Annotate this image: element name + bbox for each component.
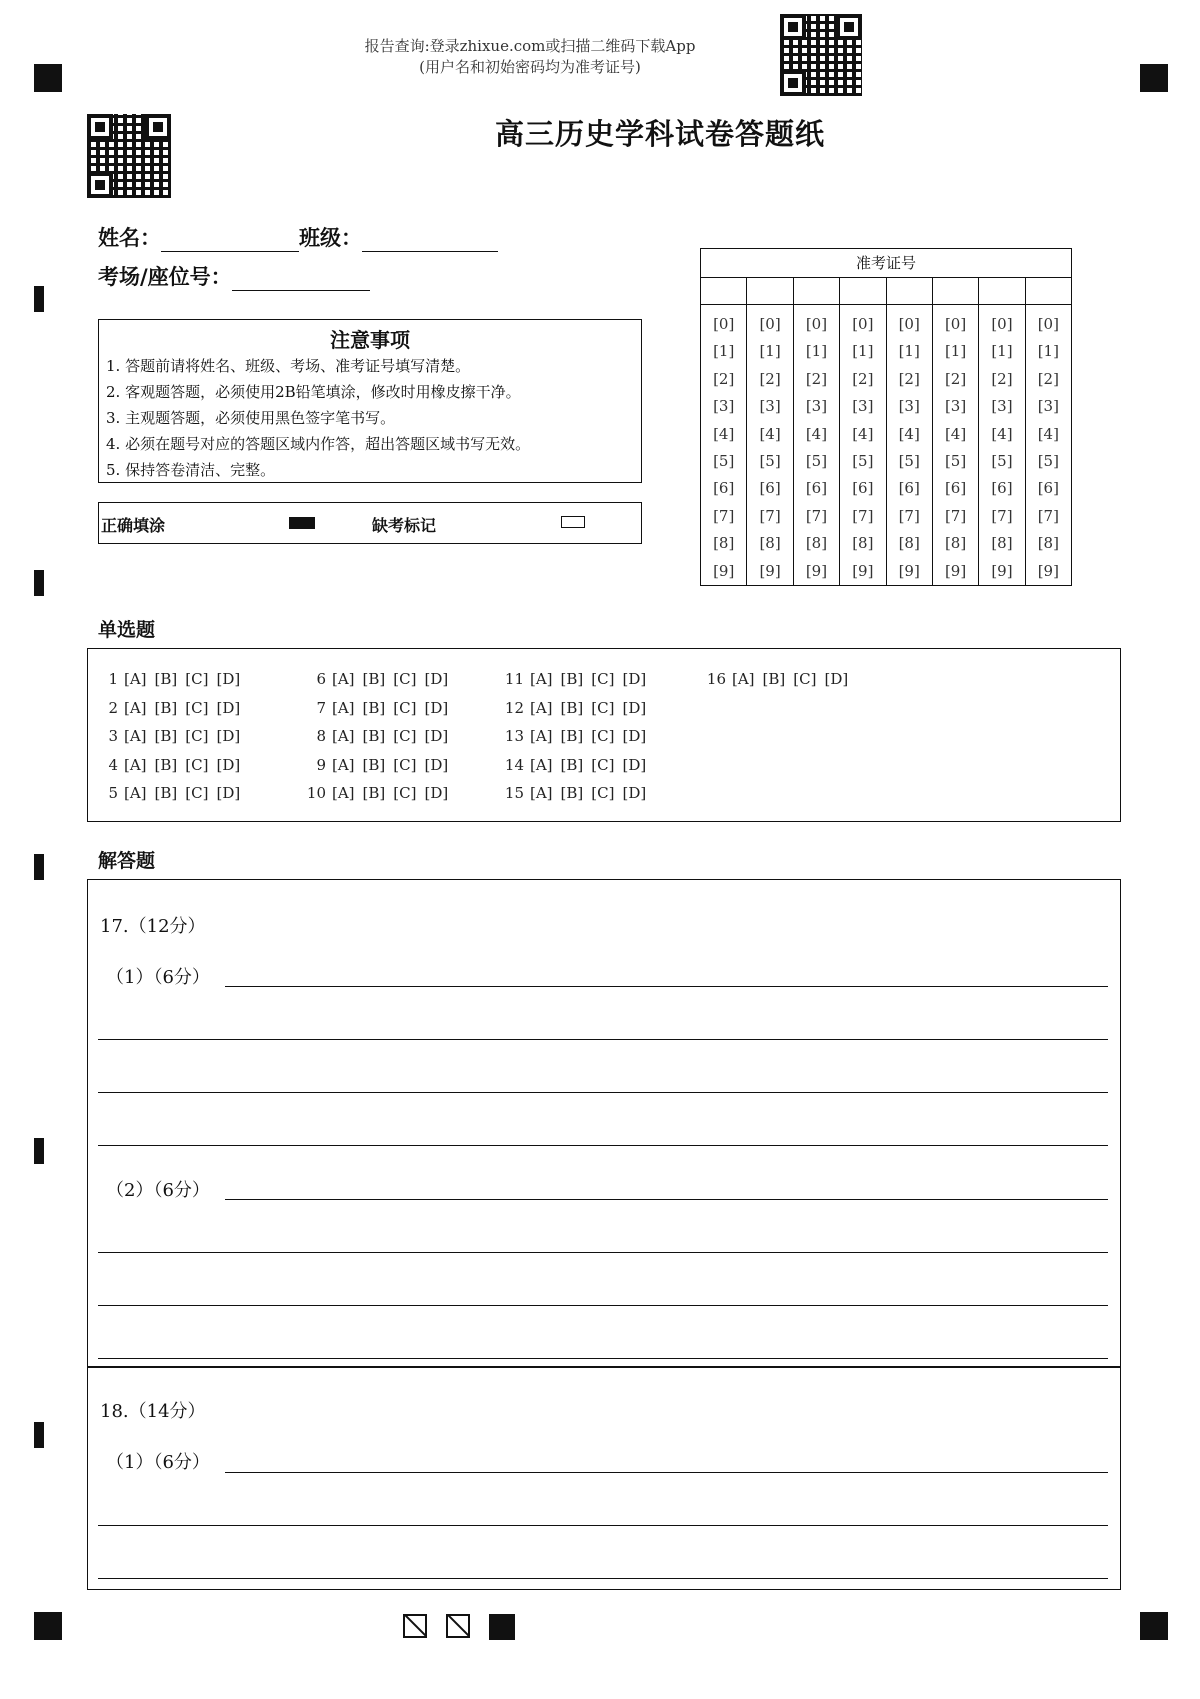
choice-bubble[interactable]: [A] — [332, 698, 355, 717]
choice-bubble[interactable]: [A] — [530, 784, 553, 802]
exam-id-digit-bubble[interactable]: [1] — [805, 342, 828, 361]
question-number: 5 — [108, 784, 118, 802]
exam-id-digit-bubble[interactable]: [4] — [805, 424, 828, 443]
choice-bubble[interactable]: [D] — [424, 698, 449, 717]
qr-code-icon[interactable] — [780, 14, 862, 96]
exam-id-digit-bubble[interactable]: [4] — [1037, 424, 1059, 443]
absent-mark-checkbox[interactable] — [561, 516, 585, 528]
choice-row — [104, 722, 248, 751]
exam-id-digit-bubble[interactable]: [3] — [805, 397, 828, 416]
exam-id-digit-bubble[interactable]: [8] — [898, 534, 920, 553]
exam-id-digit-bubble[interactable]: [5] — [1037, 451, 1059, 470]
choice-row — [104, 665, 248, 694]
exam-id-digit-bubble[interactable]: [5] — [805, 451, 828, 470]
exam-id-title: 准考证号 — [701, 249, 1071, 278]
choice-bubble[interactable]: [B] — [154, 670, 178, 688]
choice-bubble[interactable]: [C] — [185, 755, 209, 774]
exam-id-digit-bubble[interactable]: [2] — [944, 369, 967, 388]
choice-bubble[interactable]: [C] — [185, 784, 209, 802]
choice-bubble[interactable]: [B] — [154, 755, 178, 774]
exam-id-digit-bubble[interactable]: [1] — [991, 342, 1013, 361]
exam-id-column — [933, 278, 979, 586]
choice-bubble[interactable]: [A] — [124, 784, 147, 802]
choice-bubble[interactable]: [D] — [424, 727, 449, 745]
exam-id-write-cell[interactable] — [1025, 278, 1072, 305]
exam-id-column — [794, 278, 840, 586]
notice-item: 5. 保持答卷清洁、完整。 — [106, 461, 276, 479]
question-number: 11 — [504, 670, 524, 688]
exam-id-digit-bubble[interactable]: [7] — [805, 506, 828, 525]
exam-id-write-cell[interactable] — [793, 278, 840, 305]
choice-bubble[interactable]: [D] — [424, 755, 449, 774]
exam-id-digit-bubble[interactable]: [7] — [759, 506, 781, 525]
exam-id-digit-bubble[interactable]: [1] — [1037, 342, 1059, 361]
class-label: 班级： — [299, 226, 362, 250]
q17-answer-box — [87, 879, 1121, 1368]
exam-id-digit-bubble[interactable]: [1] — [852, 342, 874, 361]
choice-bubble[interactable]: [B] — [362, 698, 386, 717]
choice-bubble[interactable]: [C] — [185, 670, 209, 688]
choice-bubble[interactable]: [D] — [622, 727, 647, 745]
exam-id-digit-bubble[interactable]: [1] — [759, 342, 781, 361]
answer-line[interactable] — [98, 1358, 1108, 1359]
page-filled-box-icon — [489, 1614, 515, 1640]
page-check-box-icon — [446, 1614, 470, 1638]
choice-column — [700, 665, 856, 694]
choice-bubble[interactable]: [B] — [362, 670, 386, 688]
question-number: 6 — [316, 670, 326, 688]
choice-bubble[interactable]: [D] — [622, 784, 647, 802]
choice-bubble[interactable]: [D] — [622, 670, 647, 688]
choice-bubble[interactable]: [D] — [424, 784, 449, 802]
exam-id-digit-bubble[interactable]: [4] — [898, 424, 920, 443]
choice-row — [498, 779, 654, 808]
choice-bubble[interactable]: [C] — [393, 755, 417, 774]
choice-bubble[interactable]: [B] — [560, 698, 584, 717]
exam-id-digit-bubble[interactable]: [3] — [852, 397, 874, 416]
answer-line[interactable] — [98, 1578, 1108, 1579]
room-seat-field[interactable] — [232, 268, 370, 291]
q17-part1-label: （1）（6分） — [106, 967, 210, 988]
notice-item: 4. 必须在题号对应的答题区域内作答，超出答题区域书写无效。 — [106, 435, 531, 453]
choice-bubble[interactable]: [B] — [560, 670, 584, 688]
exam-id-digit-bubble[interactable]: [3] — [759, 397, 781, 416]
choice-row — [300, 779, 456, 808]
absent-mark-label: 缺考标记 — [372, 516, 437, 535]
page-title: 高三历史学科试卷答题纸 — [494, 117, 825, 151]
exam-id-digit-bubble[interactable]: [4] — [991, 424, 1013, 443]
choice-bubble[interactable]: [A] — [332, 784, 355, 802]
exam-id-digit-bubble[interactable]: [7] — [852, 506, 874, 525]
choice-row — [300, 751, 456, 780]
exam-id-digit-bubble[interactable]: [9] — [898, 561, 920, 580]
exam-id-digit-bubble[interactable]: [3] — [898, 397, 920, 416]
exam-id-digit-bubble[interactable]: [4] — [944, 424, 967, 443]
exam-id-digit-bubble[interactable]: [9] — [991, 561, 1013, 580]
q18-part1-label: （1）（6分） — [106, 1452, 210, 1473]
corner-marker-top-left — [34, 64, 62, 92]
question-number: 16 — [706, 670, 726, 688]
choice-row — [700, 665, 856, 694]
exam-id-column — [887, 278, 933, 586]
exam-id-digit-bubble[interactable]: [6] — [1037, 479, 1059, 498]
exam-id-digit-bubble[interactable]: [7] — [1037, 506, 1059, 525]
page-check-box-icon — [403, 1614, 427, 1638]
q17-title: 17.（12分） — [100, 916, 206, 937]
answer-line[interactable] — [225, 1199, 1108, 1200]
choice-bubble[interactable]: [A] — [124, 755, 147, 774]
answer-section-label: 解答题 — [98, 850, 156, 872]
exam-id-digit-bubble[interactable]: [9] — [944, 561, 967, 580]
report-query-line2: (用户名和初始密码均为准考证号) — [419, 58, 641, 76]
q17-part2-label: （2）（6分） — [106, 1180, 210, 1201]
exam-id-digit-bubble[interactable]: [5] — [991, 451, 1013, 470]
exam-id-digit-bubble[interactable]: [0] — [759, 315, 781, 333]
exam-id-digit-bubble[interactable]: [0] — [852, 315, 874, 333]
question-number: 7 — [316, 698, 326, 717]
exam-id-column — [979, 278, 1025, 586]
exam-id-digit-bubble[interactable]: [8] — [1037, 534, 1059, 553]
choice-bubble[interactable]: [A] — [530, 727, 553, 745]
choice-bubble[interactable]: [C] — [185, 727, 209, 745]
timing-mark — [34, 1138, 44, 1164]
corner-marker-bottom-right — [1140, 1612, 1168, 1640]
exam-id-digit-bubble[interactable]: [3] — [991, 397, 1013, 416]
choice-bubble[interactable]: [C] — [591, 755, 615, 774]
exam-id-digit-bubble[interactable]: [7] — [944, 506, 967, 525]
exam-id-digit-bubble[interactable]: [0] — [805, 315, 828, 333]
choice-bubble[interactable]: [A] — [530, 698, 553, 717]
q18-answer-box — [87, 1366, 1121, 1590]
name-class-row — [98, 222, 498, 252]
choice-bubble[interactable]: [C] — [793, 670, 817, 688]
exam-id-digit-bubble[interactable]: [8] — [991, 534, 1013, 553]
exam-id-digit-bubble[interactable]: [7] — [991, 506, 1013, 525]
single-choice-box — [87, 648, 1121, 822]
answer-line[interactable] — [98, 1145, 1108, 1146]
choice-bubble[interactable]: [B] — [154, 784, 178, 802]
choice-bubble[interactable]: [D] — [216, 698, 241, 717]
timing-mark — [34, 570, 44, 596]
choice-bubble[interactable]: [B] — [560, 784, 584, 802]
exam-id-column — [840, 278, 886, 586]
exam-id-digit-bubble[interactable]: [8] — [944, 534, 967, 553]
choice-bubble[interactable]: [B] — [560, 727, 584, 745]
choice-row — [104, 694, 248, 723]
exam-id-digit-bubble[interactable]: [5] — [898, 451, 920, 470]
exam-id-digit-bubble[interactable]: [6] — [991, 479, 1013, 498]
exam-id-digit-bubble[interactable]: [9] — [1037, 561, 1059, 580]
choice-bubble[interactable]: [B] — [560, 755, 584, 774]
exam-id-digit-bubble[interactable]: [2] — [1037, 369, 1059, 388]
choice-bubble[interactable]: [A] — [124, 727, 147, 745]
question-number: 9 — [316, 755, 326, 774]
exam-id-write-cell[interactable] — [979, 278, 1026, 305]
choice-bubble[interactable]: [C] — [591, 727, 615, 745]
choice-row — [104, 751, 248, 780]
exam-id-digit-bubble[interactable]: [0] — [991, 315, 1013, 333]
choice-bubble[interactable]: [A] — [124, 670, 147, 688]
choice-bubble[interactable]: [D] — [216, 670, 241, 688]
notice-item: 2. 客观题答题，必须使用2B铅笔填涂，修改时用橡皮擦干净。 — [106, 383, 521, 401]
answer-line[interactable] — [98, 1039, 1108, 1040]
exam-id-column — [1026, 278, 1071, 586]
answer-line[interactable] — [225, 986, 1108, 987]
choice-bubble[interactable]: [A] — [124, 698, 147, 717]
exam-id-digit-bubble[interactable]: [0] — [713, 315, 735, 333]
choice-row — [498, 665, 654, 694]
room-seat-row — [98, 261, 370, 291]
exam-id-digit-bubble[interactable]: [9] — [713, 561, 735, 580]
single-choice-label: 单选题 — [98, 619, 156, 641]
question-number: 4 — [108, 755, 118, 774]
choice-column — [300, 665, 456, 808]
exam-id-digit-bubble[interactable]: [4] — [713, 424, 735, 443]
choice-bubble[interactable]: [D] — [824, 670, 849, 688]
exam-id-column — [701, 278, 747, 586]
exam-id-digit-bubble[interactable]: [3] — [944, 397, 967, 416]
choice-bubble[interactable]: [A] — [332, 755, 355, 774]
exam-id-digit-bubble[interactable]: [5] — [713, 451, 735, 470]
exam-id-digit-bubble[interactable]: [8] — [852, 534, 874, 553]
exam-id-digit-bubble[interactable]: [7] — [713, 506, 735, 525]
choice-row — [498, 751, 654, 780]
exam-id-digit-bubble[interactable]: [6] — [852, 479, 874, 498]
choice-bubble[interactable]: [D] — [424, 670, 449, 688]
notice-item: 3. 主观题答题，必须使用黑色签字笔书写。 — [106, 409, 396, 427]
choice-row — [300, 722, 456, 751]
q18-title: 18.（14分） — [100, 1401, 206, 1422]
room-seat-label: 考场/座位号： — [98, 265, 232, 289]
choice-bubble[interactable]: [C] — [393, 670, 417, 688]
choice-bubble[interactable]: [B] — [762, 670, 786, 688]
exam-id-digit-bubble[interactable]: [3] — [1037, 397, 1059, 416]
choice-column — [498, 665, 654, 808]
notice-item: 1. 答题前请将姓名、班级、考场、准考证号填写清楚。 — [106, 357, 471, 375]
exam-id-digit-bubble[interactable]: [6] — [713, 479, 735, 498]
exam-id-digit-bubble[interactable]: [5] — [852, 451, 874, 470]
choice-bubble[interactable]: [B] — [362, 784, 386, 802]
question-number: 2 — [108, 698, 118, 717]
exam-id-digit-bubble[interactable]: [2] — [991, 369, 1013, 388]
exam-id-digit-bubble[interactable]: [0] — [898, 315, 920, 333]
timing-mark — [34, 286, 44, 312]
choice-column — [104, 665, 248, 808]
choice-row — [300, 694, 456, 723]
exam-id-write-cell[interactable] — [700, 278, 747, 305]
choice-bubble[interactable]: [C] — [393, 784, 417, 802]
exam-id-digit-bubble[interactable]: [0] — [944, 315, 967, 333]
choice-bubble[interactable]: [C] — [591, 698, 615, 717]
exam-id-digit-bubble[interactable]: [7] — [898, 506, 920, 525]
correct-fill-label: 正确填涂 — [101, 516, 166, 535]
exam-id-digit-bubble[interactable]: [9] — [852, 561, 874, 580]
corner-marker-bottom-left — [34, 1612, 62, 1640]
choice-bubble[interactable]: [B] — [362, 727, 386, 745]
question-number: 15 — [504, 784, 524, 802]
exam-id-write-cell[interactable] — [932, 278, 979, 305]
exam-id-digit-bubble[interactable]: [2] — [898, 369, 920, 388]
choice-bubble[interactable]: [C] — [185, 698, 209, 717]
exam-id-digit-bubble[interactable]: [8] — [713, 534, 735, 553]
answer-line[interactable] — [98, 1252, 1108, 1253]
choice-bubble[interactable]: [B] — [154, 727, 178, 745]
exam-id-column — [747, 278, 793, 586]
choice-bubble[interactable]: [C] — [591, 784, 615, 802]
choice-bubble[interactable]: [C] — [393, 727, 417, 745]
exam-id-digit-bubble[interactable]: [8] — [759, 534, 781, 553]
exam-id-digit-bubble[interactable]: [6] — [898, 479, 920, 498]
exam-id-digit-bubble[interactable]: [6] — [944, 479, 967, 498]
exam-id-digit-bubble[interactable]: [5] — [944, 451, 967, 470]
choice-bubble[interactable]: [A] — [530, 755, 553, 774]
answer-line[interactable] — [98, 1092, 1108, 1093]
fill-legend — [98, 502, 642, 544]
question-number: 12 — [504, 698, 524, 717]
choice-bubble[interactable]: [D] — [216, 755, 241, 774]
qr-code-icon — [87, 114, 171, 198]
answer-line[interactable] — [98, 1305, 1108, 1306]
report-query-line1: 报告查询:登录zhixue.com或扫描二维码下载App — [364, 37, 696, 55]
exam-id-write-cell[interactable] — [886, 278, 933, 305]
name-label: 姓名： — [98, 226, 161, 250]
question-number: 14 — [504, 755, 524, 774]
exam-id-digit-bubble[interactable]: [1] — [898, 342, 920, 361]
exam-id-digit-bubble[interactable]: [6] — [805, 479, 828, 498]
choice-bubble[interactable]: [C] — [591, 670, 615, 688]
exam-id-digit-bubble[interactable]: [6] — [759, 479, 781, 498]
corner-marker-top-right — [1140, 64, 1168, 92]
choice-bubble[interactable]: [B] — [154, 698, 178, 717]
timing-mark — [34, 1422, 44, 1448]
choice-bubble[interactable]: [D] — [622, 755, 647, 774]
exam-id-digit-bubble[interactable]: [0] — [1037, 315, 1059, 333]
exam-id-grid — [700, 248, 1072, 586]
exam-id-digit-bubble[interactable]: [1] — [944, 342, 967, 361]
exam-id-digit-bubble[interactable]: [8] — [805, 534, 828, 553]
choice-bubble[interactable]: [D] — [216, 784, 241, 802]
exam-id-digit-bubble[interactable]: [4] — [852, 424, 874, 443]
notice-box — [98, 319, 642, 483]
choice-bubble[interactable]: [B] — [362, 755, 386, 774]
choice-bubble[interactable]: [A] — [732, 670, 755, 688]
answer-line[interactable] — [225, 1472, 1108, 1473]
choice-bubble[interactable]: [A] — [530, 670, 553, 688]
answer-line[interactable] — [98, 1525, 1108, 1526]
choice-bubble[interactable]: [D] — [216, 727, 241, 745]
choice-row — [300, 665, 456, 694]
question-number: 1 — [108, 670, 118, 688]
name-field[interactable] — [161, 229, 299, 252]
choice-bubble[interactable]: [D] — [622, 698, 647, 717]
exam-id-write-cell[interactable] — [839, 278, 886, 305]
exam-id-write-cell[interactable] — [747, 278, 794, 305]
class-field[interactable] — [362, 229, 498, 252]
question-number: 3 — [108, 727, 118, 745]
exam-id-digit-bubble[interactable]: [2] — [759, 369, 781, 388]
choice-row — [498, 722, 654, 751]
report-query-info — [250, 36, 810, 78]
exam-id-digit-bubble[interactable]: [9] — [805, 561, 828, 580]
question-number: 10 — [306, 784, 326, 802]
choice-bubble[interactable]: [A] — [332, 670, 355, 688]
exam-id-digit-bubble[interactable]: [2] — [852, 369, 874, 388]
exam-id-digit-bubble[interactable]: [2] — [805, 369, 828, 388]
exam-id-digit-bubble[interactable]: [2] — [713, 369, 735, 388]
choice-row — [498, 694, 654, 723]
choice-row — [104, 779, 248, 808]
exam-id-digit-bubble[interactable]: [1] — [713, 342, 735, 361]
exam-id-digit-bubble[interactable]: [5] — [759, 451, 781, 470]
notice-title: 注意事项 — [330, 328, 410, 352]
exam-id-digit-bubble[interactable]: [9] — [759, 561, 781, 580]
question-number: 8 — [316, 727, 326, 745]
exam-id-digit-bubble[interactable]: [4] — [759, 424, 781, 443]
choice-bubble[interactable]: [A] — [332, 727, 355, 745]
question-number: 13 — [504, 727, 524, 745]
correct-fill-sample — [289, 517, 315, 529]
timing-mark — [34, 854, 44, 880]
exam-id-digit-bubble[interactable]: [3] — [713, 397, 735, 416]
choice-bubble[interactable]: [C] — [393, 698, 417, 717]
